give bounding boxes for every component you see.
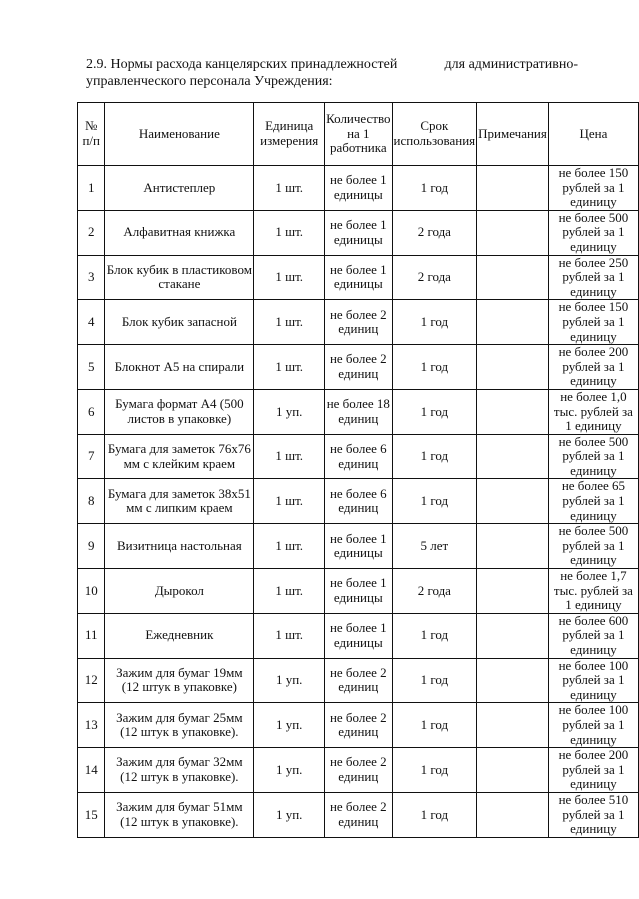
cell-num: 5 (78, 345, 105, 390)
heading-line-1-left: 2.9. Нормы расхода канцелярских принадлежностей (86, 57, 398, 72)
cell-unit: 1 шт. (254, 210, 325, 255)
section-heading (86, 56, 578, 90)
table-row (78, 569, 639, 614)
cell-term: 1 год (392, 300, 477, 345)
cell-name: Бумага формат А4 (500 листов в упаковке) (105, 389, 254, 434)
cell-price: не более 100 рублей за 1 единицу (548, 658, 638, 703)
cell-term: 1 год (392, 479, 477, 524)
cell-note (477, 255, 549, 300)
table-row (78, 389, 639, 434)
cell-price: не более 65 рублей за 1 единицу (548, 479, 638, 524)
cell-name: Блок кубик запасной (105, 300, 254, 345)
cell-price: не более 500 рублей за 1 единицу (548, 434, 638, 479)
cell-qty: не более 1 единицы (325, 255, 392, 300)
cell-price: не более 500 рублей за 1 единицу (548, 524, 638, 569)
cell-term: 2 года (392, 210, 477, 255)
cell-unit: 1 шт. (254, 166, 325, 211)
cell-qty: не более 2 единиц (325, 300, 392, 345)
cell-num: 6 (78, 389, 105, 434)
cell-num: 2 (78, 210, 105, 255)
table-header-row (78, 103, 639, 166)
cell-price: не более 1,0 тыс. рублей за 1 единицу (548, 389, 638, 434)
cell-term: 1 год (392, 613, 477, 658)
cell-note (477, 569, 549, 614)
cell-note (477, 792, 549, 837)
cell-qty: не более 1 единицы (325, 166, 392, 211)
cell-name: Бумага для заметок 76х76 мм с клейким краем (105, 434, 254, 479)
cell-price: не более 510 рублей за 1 единицу (548, 792, 638, 837)
cell-num: 10 (78, 569, 105, 614)
cell-qty: не более 2 единиц (325, 792, 392, 837)
cell-price: не более 150 рублей за 1 единицу (548, 300, 638, 345)
cell-price: не более 100 рублей за 1 единицу (548, 703, 638, 748)
cell-price: не более 1,7 тыс. рублей за 1 единицу (548, 569, 638, 614)
cell-qty: не более 1 единицы (325, 613, 392, 658)
cell-unit: 1 шт. (254, 300, 325, 345)
table-row (78, 479, 639, 524)
cell-name: Зажим для бумаг 25мм (12 штук в упаковке). (105, 703, 254, 748)
cell-name: Дырокол (105, 569, 254, 614)
cell-term: 1 год (392, 389, 477, 434)
cell-name: Зажим для бумаг 51мм (12 штук в упаковке). (105, 792, 254, 837)
cell-note (477, 524, 549, 569)
cell-num: 13 (78, 703, 105, 748)
cell-term: 1 год (392, 166, 477, 211)
header-name: Наименование (105, 103, 254, 166)
cell-note (477, 166, 549, 211)
cell-note (477, 345, 549, 390)
header-term: Срок использования (392, 103, 477, 166)
cell-term: 1 год (392, 658, 477, 703)
cell-unit: 1 уп. (254, 658, 325, 703)
cell-note (477, 658, 549, 703)
cell-price: не более 150 рублей за 1 единицу (548, 166, 638, 211)
cell-num: 7 (78, 434, 105, 479)
cell-price: не более 600 рублей за 1 единицу (548, 613, 638, 658)
cell-term: 2 года (392, 255, 477, 300)
cell-note (477, 434, 549, 479)
cell-unit: 1 шт. (254, 524, 325, 569)
cell-price: не более 500 рублей за 1 единицу (548, 210, 638, 255)
cell-term: 1 год (392, 703, 477, 748)
table-row (78, 434, 639, 479)
header-num: № п/п (78, 103, 105, 166)
cell-num: 8 (78, 479, 105, 524)
cell-name: Алфавитная книжка (105, 210, 254, 255)
cell-name: Ежедневник (105, 613, 254, 658)
cell-term: 2 года (392, 569, 477, 614)
header-price: Цена (548, 103, 638, 166)
cell-name: Блокнот А5 на спирали (105, 345, 254, 390)
cell-unit: 1 шт. (254, 345, 325, 390)
cell-term: 1 год (392, 434, 477, 479)
header-qty: Количество на 1 работника (325, 103, 392, 166)
cell-price: не более 200 рублей за 1 единицу (548, 748, 638, 793)
cell-qty: не более 1 единицы (325, 569, 392, 614)
cell-num: 11 (78, 613, 105, 658)
cell-price: не более 250 рублей за 1 единицу (548, 255, 638, 300)
cell-term: 1 год (392, 345, 477, 390)
cell-qty: не более 1 единицы (325, 210, 392, 255)
header-note: Примечания (477, 103, 549, 166)
cell-name: Блок кубик в пластиковом стакане (105, 255, 254, 300)
table-row (78, 166, 639, 211)
cell-qty: не более 6 единиц (325, 434, 392, 479)
table-row (78, 658, 639, 703)
cell-unit: 1 шт. (254, 613, 325, 658)
table-row (78, 524, 639, 569)
supplies-table (77, 102, 639, 838)
table-row (78, 210, 639, 255)
cell-num: 4 (78, 300, 105, 345)
cell-qty: не более 2 единиц (325, 658, 392, 703)
cell-name: Бумага для заметок 38х51 мм с липким краем (105, 479, 254, 524)
cell-term: 1 год (392, 748, 477, 793)
cell-num: 14 (78, 748, 105, 793)
cell-num: 15 (78, 792, 105, 837)
cell-num: 9 (78, 524, 105, 569)
table-row (78, 748, 639, 793)
cell-unit: 1 уп. (254, 703, 325, 748)
cell-qty: не более 6 единиц (325, 479, 392, 524)
cell-name: Зажим для бумаг 32мм (12 штук в упаковке). (105, 748, 254, 793)
cell-note (477, 300, 549, 345)
cell-qty: не более 2 единиц (325, 703, 392, 748)
cell-term: 5 лет (392, 524, 477, 569)
cell-note (477, 703, 549, 748)
table-row (78, 703, 639, 748)
cell-unit: 1 шт. (254, 434, 325, 479)
cell-note (477, 210, 549, 255)
cell-qty: не более 2 единиц (325, 748, 392, 793)
header-unit: Единица измерения (254, 103, 325, 166)
cell-note (477, 613, 549, 658)
cell-unit: 1 уп. (254, 389, 325, 434)
heading-line-1-right: для административно- (444, 57, 578, 72)
table-row (78, 792, 639, 837)
cell-note (477, 748, 549, 793)
cell-note (477, 389, 549, 434)
cell-qty: не более 1 единицы (325, 524, 392, 569)
cell-note (477, 479, 549, 524)
cell-qty: не более 18 единиц (325, 389, 392, 434)
cell-num: 1 (78, 166, 105, 211)
cell-unit: 1 шт. (254, 479, 325, 524)
cell-price: не более 200 рублей за 1 единицу (548, 345, 638, 390)
cell-unit: 1 уп. (254, 748, 325, 793)
heading-line-1 (86, 56, 578, 73)
table-row (78, 345, 639, 390)
cell-unit: 1 шт. (254, 569, 325, 614)
cell-unit: 1 уп. (254, 792, 325, 837)
cell-term: 1 год (392, 792, 477, 837)
cell-num: 3 (78, 255, 105, 300)
cell-qty: не более 2 единиц (325, 345, 392, 390)
cell-name: Визитница настольная (105, 524, 254, 569)
table-row (78, 300, 639, 345)
cell-num: 12 (78, 658, 105, 703)
heading-line-2: управленческого персонала Учреждения: (86, 74, 333, 89)
table-row (78, 613, 639, 658)
cell-name: Антистеплер (105, 166, 254, 211)
table-row (78, 255, 639, 300)
cell-name: Зажим для бумаг 19мм (12 штук в упаковке) (105, 658, 254, 703)
table-body (78, 166, 639, 838)
cell-unit: 1 шт. (254, 255, 325, 300)
